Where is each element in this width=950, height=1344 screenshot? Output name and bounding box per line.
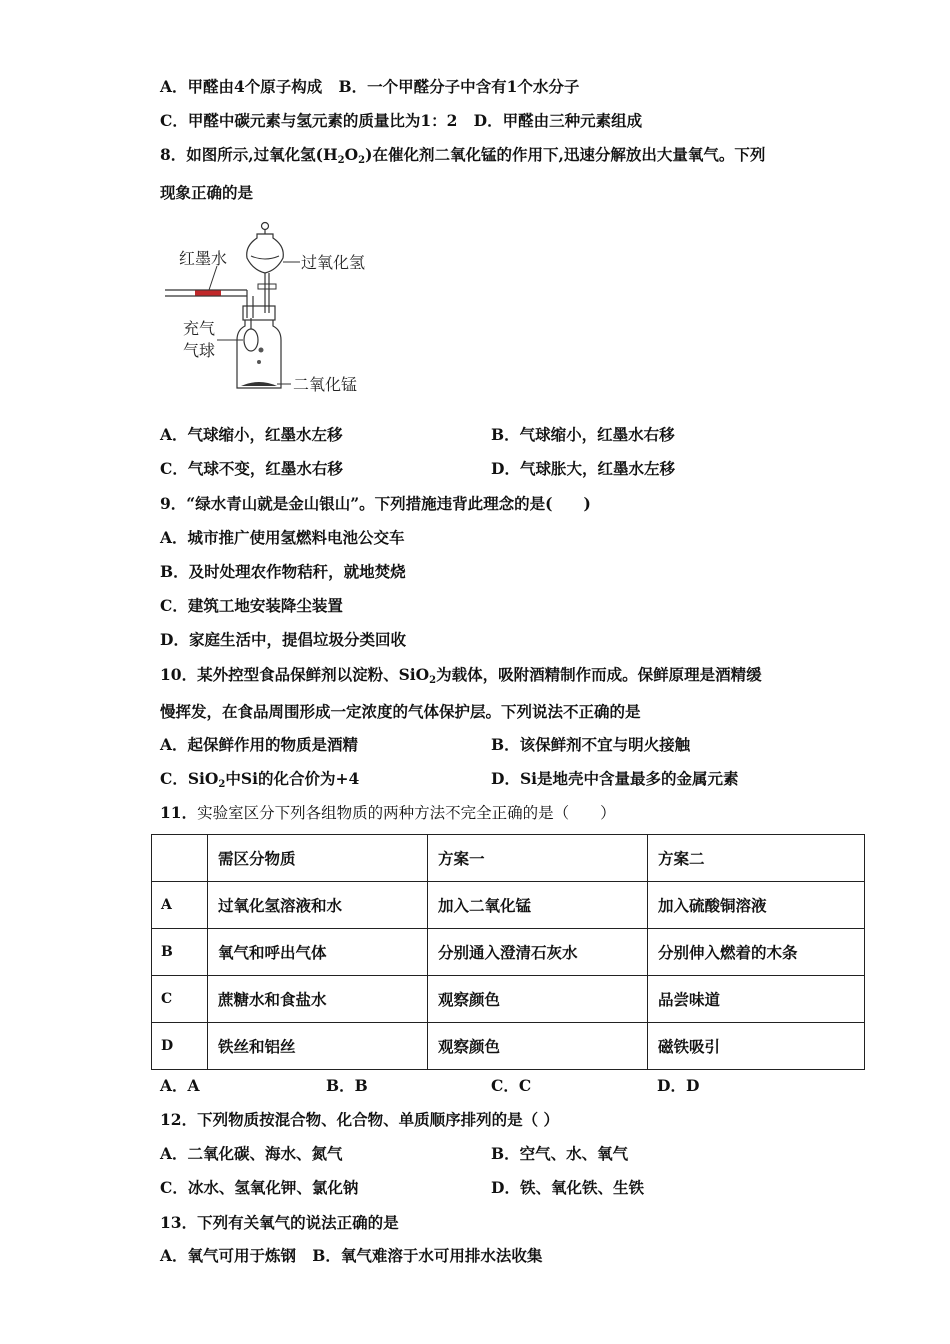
q12-option-b: B．空气、水、氧气 (491, 1144, 629, 1163)
label-red-ink: 红墨水 (179, 249, 228, 268)
q9-option-d: D．家庭生活中，提倡垃圾分类回收 (160, 630, 406, 649)
q7-option-a: A．甲醛由4个原子构成 (160, 77, 323, 96)
q9-option-b: B．及时处理农作物秸秆，就地焚烧 (160, 562, 406, 581)
q12-option-d: D．铁、氧化铁、生铁 (491, 1178, 644, 1197)
q10-option-d: D．Si是地壳中含量最多的金属元素 (491, 769, 739, 788)
table-header-cell: 需区分物质 (208, 835, 428, 882)
label-balloon-2: 气球 (183, 341, 216, 360)
q11-stem: 11．实验室区分下列各组物质的两种方法不完全正确的是（ ） (160, 803, 616, 822)
table-cell: 磁铁吸引 (648, 1023, 865, 1070)
table-row (152, 929, 865, 976)
q9-option-a: A．城市推广使用氢燃料电池公交车 (160, 528, 405, 547)
table-row (152, 1023, 865, 1070)
q13-options-ab (160, 1246, 542, 1266)
q12-stem: 12．下列物质按混合物、化合物、单质顺序排列的是（ ） (160, 1110, 559, 1129)
q8-option-c: C．气球不变，红墨水右移 (160, 459, 343, 478)
q10-option-a: A．起保鲜作用的物质是酒精 (160, 735, 359, 754)
label-balloon-1: 充气 (183, 319, 216, 338)
table-row (152, 976, 865, 1023)
q8-option-a: A．气球缩小，红墨水左移 (160, 425, 343, 444)
table-cell: 分别通入澄清石灰水 (428, 929, 648, 976)
q11-option-a: A．A (160, 1076, 200, 1095)
q8-stem-line2: 现象正确的是 (160, 183, 254, 202)
table-cell: 加入二氧化锰 (428, 882, 648, 929)
q9-option-c: C．建筑工地安装降尘装置 (160, 596, 343, 615)
q13-option-b: B．氧气难溶于水可用排水法收集 (312, 1246, 543, 1265)
q9-stem: 9．“绿水青山就是金山银山”。下列措施违背此理念的是( ) (160, 494, 591, 513)
table-cell: 观察颜色 (428, 1023, 648, 1070)
table-header-row (152, 835, 865, 882)
q10-stem: 10．某外控型食品保鲜剂以淀粉、SiO$_2$为载体，吸附酒精制作而成。保鲜原理是酒精缓 (160, 665, 762, 686)
table-cell: 观察颜色 (428, 976, 648, 1023)
q11-option-b: B．B (326, 1076, 368, 1095)
q8-option-b: B．气球缩小，红墨水右移 (491, 425, 675, 444)
table-cell: D (152, 1023, 208, 1070)
table-header-cell (152, 835, 208, 882)
table-cell: 过氧化氢溶液和水 (208, 882, 428, 929)
q12-option-c: C．冰水、氢氧化钾、氯化钠 (160, 1178, 359, 1197)
q7-option-c: C．甲醛中碳元素与氢元素的质量比为1：2 (160, 111, 458, 130)
table-header-cell: 方案二 (648, 835, 865, 882)
q7-option-b: B．一个甲醛分子中含有1个水分子 (338, 77, 580, 96)
q11-option-d: D．D (657, 1076, 700, 1095)
label-h2o2: 过氧化氢 (301, 253, 366, 272)
q8-stem: 8．如图所示,过氧化氢$(H_2O_2)$在催化剂二氧化锰的作用下,迅速分解放出大量氧气。下列 (160, 145, 766, 166)
q8-option-d: D．气球胀大，红墨水左移 (491, 459, 675, 478)
table-cell: 品尝味道 (648, 976, 865, 1023)
table-cell: 分别伸入燃着的木条 (648, 929, 865, 976)
q11-option-c: C．C (491, 1076, 532, 1095)
q8-apparatus-figure (165, 218, 385, 398)
q10-option-c: C．SiO$_2$中Si的化合价为+4 (160, 769, 360, 790)
q7-options-cd (160, 111, 642, 131)
q7-option-d: D．甲醛由三种元素组成 (473, 111, 643, 130)
table-cell: 铁丝和铝丝 (208, 1023, 428, 1070)
table-cell: 加入硫酸铜溶液 (648, 882, 865, 929)
table-cell: 蔗糖水和食盐水 (208, 976, 428, 1023)
q10-stem-line2: 慢挥发，在食品周围形成一定浓度的气体保护层。下列说法不正确的是 (160, 702, 641, 721)
label-mno2: 二氧化锰 (293, 375, 358, 394)
table-cell: C (152, 976, 208, 1023)
table-cell: 氧气和呼出气体 (208, 929, 428, 976)
table-cell: A (152, 882, 208, 929)
q13-option-a: A．氧气可用于炼钢 (160, 1246, 297, 1265)
q12-option-a: A．二氧化碳、海水、氮气 (160, 1144, 343, 1163)
q11-table (151, 834, 865, 1070)
table-cell: B (152, 929, 208, 976)
table-header-cell: 方案一 (428, 835, 648, 882)
q13-stem: 13．下列有关氧气的说法正确的是 (160, 1213, 399, 1232)
q7-options-ab (160, 77, 579, 97)
q10-option-b: B．该保鲜剂不宜与明火接触 (491, 735, 691, 754)
red-ink-drop (195, 291, 221, 296)
table-row (152, 882, 865, 929)
